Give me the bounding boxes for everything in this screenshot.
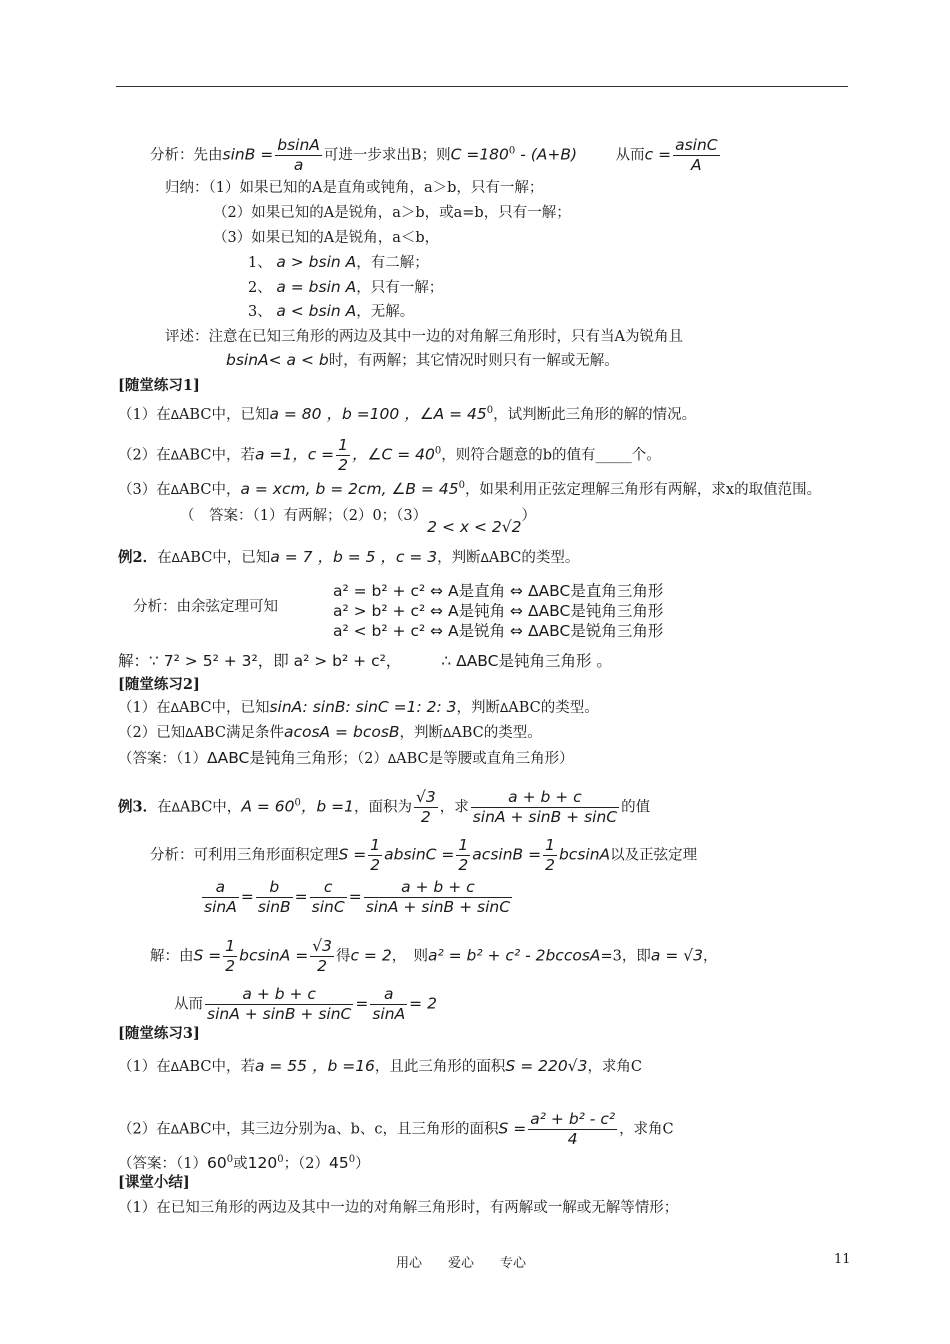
q-text: ，判断 [456,700,501,716]
triangle-symbol: Δ [170,1122,179,1137]
practice1-q3 [118,476,821,500]
solution-text: ， 则 [391,948,428,965]
answer-end: ） [521,508,536,524]
practice1-q1 [118,401,696,425]
fraction-numerator: asinC [675,136,718,154]
q-math: a = 80 ，b =100 ，∠A = 45 [269,404,487,423]
degree-sup: 0 [226,1154,234,1165]
degree-sup: 0 [277,1154,284,1165]
cosine-rule-2 [333,601,663,622]
degree-sup: 0 [458,480,465,491]
fraction-denominator: sinA [204,898,237,916]
fraction-asinc-a [673,136,720,175]
answer-math: 45 [329,1153,349,1172]
q-text-end: ，求角C [587,1059,643,1075]
fraction-half [223,937,237,976]
fraction-denominator: sinA + sinB + sinC [207,1005,352,1023]
example-title: 例2． [118,549,158,566]
q-text: ABC中，已知 [178,406,270,423]
q-text: ABC中，其三边分别为a、b、c，且三角形的面积 [178,1121,499,1138]
fraction-denominator: sinA [372,1005,406,1023]
example2-solution [118,651,612,672]
q-math-2: S = 220√3 [505,1057,588,1075]
rule-text: a² > b² + c² ⇔ A是钝角 ⇔ ΔABC是钝角三角形 [333,602,664,620]
q-text-end: ，试判断此三角形的解的情况。 [493,406,697,423]
solution-text: 解：∵ 7² > 5² + 3²，即 a² > b² + c²， [118,652,402,670]
solution-math: bcsinA = [239,946,309,965]
fraction-numerator: 1 [458,836,469,854]
degree-sup: 0 [434,445,442,457]
fraction-numerator: a [370,985,407,1005]
q-math: acosA = bcosB [283,723,400,741]
answer-text: （答案：（1） [118,1155,207,1172]
q-prefix: （1）在 [118,1059,171,1075]
example2-statement [118,547,579,568]
case-index: 1、 [248,255,272,271]
ex-text: ，面积为 [353,799,412,816]
degree-sup: 0 [486,405,494,416]
fraction-denominator: sinC [311,898,345,916]
fraction-denominator: 2 [317,957,328,975]
fraction-numerator: c [310,878,347,898]
fraction-numerator: 1 [545,836,555,854]
solution-conclusion: ∴ ΔABC是钝角三角形 。 [441,652,612,670]
area-term: absinC = [384,845,455,864]
ex-math: a = 7 ，b = 5 ，c = 3 [270,548,438,566]
fraction-root3-2 [310,937,334,976]
q-text: ABC中，若 [178,447,255,464]
ex-text: ，求 [439,799,469,816]
solution-text: ， [702,948,718,965]
fraction-denominator: sinA + sinB + sinC [472,808,618,826]
analysis-text: 分析：可利用三角形面积定理 [150,847,339,864]
formula-c: C =180 [450,145,509,164]
analysis-label: 分析：先由 [150,147,223,164]
summary-line-2: （2）如果已知的A是锐角，a＞b，或a=b，只有一解； [213,205,571,221]
example-title: 例3． [118,798,158,816]
fraction-denominator: sinA + sinB + sinC [365,898,511,916]
practice2-title: [随堂练习2] [118,676,200,693]
triangle-symbol: Δ [500,701,509,715]
answer-text: ；（2） [342,751,388,767]
degree-sup: 0 [508,145,516,157]
rule-text: a² = b² + c² ⇔ A是直角 ⇔ ΔABC是直角三角形 [333,582,664,600]
fraction-numerator: a + b + c [364,878,512,898]
fraction-numerator: a + b + c [205,985,353,1005]
solution-text: 解：由 [150,948,194,965]
example3-solution [150,937,717,976]
solution-math: a = √3 [650,946,703,965]
example2-analysis: 分析：由余弦定理可知 [133,599,278,615]
triangle-symbol: Δ [171,800,180,815]
triangle-symbol: Δ [170,448,179,463]
solution-math: S = [193,946,222,965]
ratio-sum [364,878,512,917]
fraction-half [543,836,557,875]
formula-sinb: sinB = [222,145,274,164]
triangle-symbol: Δ [170,1060,179,1074]
comment-math: bsinA< a < b [226,351,329,369]
fraction-denominator: 2 [458,856,469,874]
example3-analysis [150,836,697,875]
q-text: ABC中，若 [178,1059,255,1075]
formula-c-lhs: c = [644,145,672,164]
q-text-end: ，求角C [619,1121,674,1138]
solution-math: c = 2 [350,946,392,965]
comment-line-1: 评述：注意在已知三角形的两边及其中一边的对角解三角形时，只有当A为锐角且 [165,329,683,345]
analysis-middle-text: 可进一步求出B；则 [323,147,451,164]
ex-text-end: 的值 [621,799,651,816]
fraction-numerator: 1 [225,937,236,955]
case-text: ，有二解； [356,255,429,271]
case-index: 3、 [248,304,272,320]
q-prefix: （1）在 [118,700,171,716]
result-fraction-2 [370,985,407,1024]
cosine-rule-1 [333,581,663,602]
fraction-area [414,788,438,827]
ratio-c [310,878,347,917]
triangle-symbol: Δ [185,726,194,740]
q-text: ABC满足条件 [193,725,284,741]
case-text: ，只有一解； [356,280,444,296]
fraction-numerator: 1 [370,836,381,854]
case-text: ，无解。 [356,304,415,320]
fraction-numerator: a [202,878,239,898]
q-math-2: ，∠C = 40 [352,445,435,464]
example3-statement [118,788,650,827]
q-text-end: ABC的类型。 [508,700,599,716]
summary-line-1: 归纳：（1）如果已知的A是直角或钝角，a＞b，只有一解； [165,180,544,196]
degree-sup: 0 [294,797,301,809]
ex-math-2: ，b =1 [300,797,354,816]
fraction-bsina-a [275,136,322,175]
practice2-q2 [118,722,542,743]
header-rule [116,86,848,87]
solution-math: a² = b² + c² - 2bccosA [427,946,601,965]
fraction-target [471,788,619,827]
comment-line-2 [226,350,619,371]
fraction-numerator: b [256,878,293,898]
then-text: 从而 [615,147,645,164]
result-value: = 2 [409,994,437,1013]
fraction-numerator: √3 [312,937,332,955]
practice1-title: [随堂练习1] [118,377,200,394]
practice2-q1 [118,697,599,718]
case-math: a < bsin A [276,302,357,320]
answer-text: （答案：（1） [118,751,207,767]
solution-text: =3，即 [600,948,651,965]
triangle-symbol: Δ [387,752,397,766]
fraction-denominator: 2 [370,856,381,874]
answer-text-end: ABC是等腰或直角三角形） [396,751,574,767]
ratio-a [202,878,239,917]
ex-math: A = 60 [241,797,295,816]
footer-motto: 用心 爱心 专心 [396,1256,527,1271]
q-prefix: （2）已知 [118,725,186,741]
solution-text: 得 [335,948,351,965]
answer-text: 或 [233,1155,248,1172]
analysis-line [150,136,722,175]
fraction-one-half [336,436,350,475]
case-math: a > bsin A [276,253,357,271]
ex-text: 在 [157,550,172,566]
fraction-denominator: 2 [420,808,431,826]
q-text: ，且此三角形的面积 [374,1059,506,1075]
triangle-symbol: Δ [170,407,179,422]
case-1 [248,252,429,273]
summary-line-3: （3）如果已知的A是锐角，a＜b， [213,230,440,246]
answer-text-end: ） [355,1155,370,1172]
q-text-end: ABC的类型。 [451,725,542,741]
rule-text: a² < b² + c² ⇔ A是锐角 ⇔ ΔABC是锐角三角形 [333,622,664,640]
fraction-denominator: 2 [338,456,349,474]
case-3 [248,301,414,322]
answer-math: 120 [247,1153,278,1172]
q-math: a = xcm, b = 2cm, ∠B = 45 [240,479,459,498]
q-math: a = 55 ，b =16 [254,1057,375,1075]
sine-rule-ratio: $\frac{a}{\sin A}$ = $\frac{b}{\sin B}$ = $\frac{c}{\sin C}$ = $\frac{a + b + c}{\sin A + \sin B + \sin C}$ [204,878,511,916]
cosine-rule-3 [333,621,663,642]
triangle-symbol: Δ [480,551,489,565]
area-term: bcsinA [558,845,611,864]
q-text: ABC中，已知 [178,700,270,716]
fraction-denominator: sinB [257,898,291,916]
fraction-numerator: √3 [415,788,436,806]
example3-result: 从而 $\frac{a + b + c}{\sin A + \sin B + \sin C}$ = $\frac{a}{\sin A}$ = 2 [174,985,437,1023]
practice3-title: [随堂练习3] [118,1025,200,1042]
area-lhs: S = [338,845,367,864]
fraction-denominator: a [293,156,304,174]
ex-text: ABC中， [179,799,242,816]
fraction-numerator: a + b + c [471,788,619,808]
triangle-symbol: Δ [171,551,180,565]
fraction-denominator: 2 [545,856,555,874]
triangle-symbol: Δ [443,726,452,740]
fraction-half [368,836,382,875]
fraction-denominator: A [691,156,702,174]
q-math: sinA: sinB: sinC =1: 2: 3 [269,698,457,716]
ex-text: ABC中，已知 [179,550,271,566]
practice3-answer [118,1150,370,1174]
ex-text: 在 [157,799,172,816]
triangle-symbol: Δ [170,482,179,497]
q-prefix: （3）在 [118,481,171,498]
summary-title: [课堂小结] [118,1174,190,1191]
analysis-tail: 以及正弦定理 [610,847,698,864]
q-text: ABC中， [178,481,241,498]
practice3-q1 [118,1056,642,1077]
fraction-numerator: 1 [338,436,349,454]
summary-point-1: （1）在已知三角形的两边及其中一边的对角解三角形时，有两解或一解或无解等情形； [118,1200,679,1216]
page-number: 11 [834,1252,851,1267]
answer-math: 2 < x < 2√2 [427,518,522,536]
answer-text: ；（2） [283,1155,330,1172]
comment-text: 时，有两解；其它情况时则只有一解或无解。 [328,353,619,369]
ratio-b [256,878,293,917]
ex-text: ABC的类型。 [488,550,580,566]
fraction-numerator: a² + b² - c² [530,1110,616,1128]
practice2-answer [118,748,574,769]
fraction-half [456,836,470,875]
q-math: a =1，c = [254,445,335,464]
degree-sup: 0 [348,1154,356,1165]
fraction-numerator: bsinA [277,136,320,154]
q-math: S = [498,1119,527,1138]
practice3-q2 [118,1110,674,1149]
q-text-end: ，如果利用正弦定理解三角形有两解，求x的取值范围。 [464,481,822,498]
answer-math: 60 [206,1153,227,1172]
practice1-q2 [118,436,661,475]
ex-text: ，判断 [437,550,481,566]
q-text: ，判断 [399,725,444,741]
result-fraction [205,985,353,1024]
answer-math: ΔABC是钝角三角形 [206,749,343,767]
area-term: acsinB = [472,845,542,864]
case-2 [248,277,443,298]
q-text-end: ，则符合题意的b的值有_____个。 [441,447,661,464]
result-text: 从而 [174,996,203,1013]
formula-c-tail: - (A+B) [515,145,578,164]
answer-text: （ 答案：（1）有两解；（2）0；（3） [180,508,428,524]
fraction-denominator: 4 [567,1130,578,1148]
practice1-answer [180,505,536,536]
q-prefix: （2）在 [118,447,171,464]
q-prefix: （1）在 [118,406,171,423]
q-prefix: （2）在 [118,1121,171,1138]
case-math: a = bsin A [276,278,357,296]
triangle-symbol: Δ [170,701,179,715]
case-index: 2、 [248,280,272,296]
fraction-area-formula [528,1110,617,1149]
fraction-denominator: 2 [225,957,236,975]
